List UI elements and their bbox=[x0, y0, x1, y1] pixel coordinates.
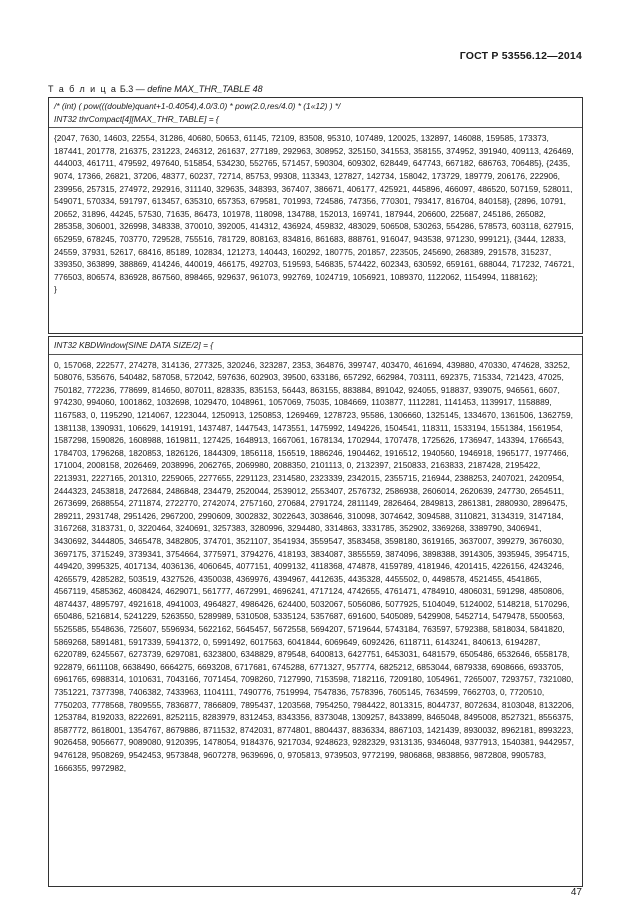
table-name: define MAX_THR_TABLE 48 bbox=[147, 84, 263, 94]
code-declaration-line: INT32 thrCompact[4][MAX_THR_TABLE] = { bbox=[54, 113, 219, 124]
table-label: Т а б л и ц а bbox=[48, 84, 118, 94]
code-closing-brace: } bbox=[54, 284, 57, 295]
code-table-body: 0, 157068, 222577, 274278, 314136, 277325, 320246, 323287, 2353, 364876, 399747, 403470, 461694, 439880, 470330, 474628, 33252, 508076, 535676, 540482, 587058, 572042, 597636, 602903, 39500, 633186, 657292, 662984, 703111, 692375, 715334, 721423, 47025, 750182, 772236, 778699, 814650, 807011, 828335, 835153, 56443, 863155, 883884, 891042, 924055, 918837, 939075, 946561, 6607, 974230, 994060, 1001862, 1032698, 1029470, 1048961, 1057069, 75035, 1084669, 1103877, 1112281, 1141453, 1139917, 1158889, 1167583, 0, 1195290, 1214067, 1223044, 1250913, 1250853, 1269469, 1278723, 95586, 1306660, 1325145, 1334670, 1361506, 1362759, 1381138, 1390931, 106629, 1419191, 1437487, 1447543, 1473551, 1475992, 1494226, 1504541, 118311, 1533194, 1551384, 1561954, 1587298, 1590826, 1608988, 1619811, 127425, 1648913, 1667061, 1678134, 1702944, 1707478, 1725626, 1736947, 143394, 1766543, 1784703, 1796268, 1820853, 1826126, 1844309, 1856118, 156519, 1886246, 1904462, 1916512, 1940560, 1946918, 1965177, 1977466, 171004, 2008158, 2026469, 2038996, 2062765, 2069980, 2088350, 2101113, 0, 2132397, 2150833, 2163833, 2187428, 2195422, 2213931, 2227165, 201310, 2259065, 2277655, 2291123, 2314580, 2323339, 2342015, 2355715, 216944, 2388253, 2407021, 2420954, 2444323, 2453818, 2472684, 2486848, 234479, 2520044, 2539012, 2553407, 2576732, 2586938, 2606014, 2620639, 247730, 2654511, 2673699, 2688554, 2711874, 2722770, 2742074, 2757160, 270684, 2791724, 2811149, 2826464, 2849813, 2861381, 2880930, 2896475, 289211, 2931748, 2951426, 2967200, 2990609, 3002832, 3022643, 3038646, 310098, 3074642, 3094588, 3110821, 3134319, 3147184, 3167268, 3183731, 0, 3220464, 3240691, 3257383, 3280996, 3294480, 3314863, 3331785, 352902, 3369268, 3389790, 3406941, 3430692, 3444805, 3465478, 3482805, 374701, 3521107, 3541934, 3559547, 3583458, 3598180, 3619165, 3637007, 399279, 3676030, 3697175, 3715249, 3739341, 3754664, 3775971, 3794276, 418193, 3834087, 3855559, 3874096, 3898388, 3914305, 3935945, 3954715, 449420, 3995325, 4017134, 4036136, 4060645, 4077151, 4099132, 4118368, 474878, 4159789, 4181946, 4201415, 4226156, 4243246, 4265579, 4285282, 503519, 4327526, 4350038, 4369976, 4394967, 4412635, 4435328, 4455502, 0, 4498578, 4521455, 4541865, 4567119, 4585362, 4608424, 4629071, 561777, 4672991, 4696241, 4717124, 4742655, 4761471, 4784910, 4806031, 591298, 4850806, 4874437, 4895797, 4921618, 4941003, 4964827, 4986426, 624400, 5032067, 5056086, 5077925, 5104049, 5124002, 5148218, 5170296, 650486, 5216814, 5241229, 5263550, 5289989, 5310508, 5335124, 5357687, 691600, 5405089, 5429908, 5452714, 5479478, 5500563, 5525585, 5548636, 725607, 5596934, 5622162, 5645457, 5672558, 5694207, 5719644, 5743184, 763597, 5792388, 5818034, 5841820, 5869268, 5891481, 5917339, 5941372, 0, 5991492, 6017563, 6041844, 6069649, 6092426, 6118711, 6143241, 840613, 6194287, 6220789, 6245567, 6273739, 6297081, 6323800, 6348829, 879548, 6400813, 6427751, 6453031, 6481579, 6505486, 6532646, 6558178, 922879, 6611108, 6638490, 6664275, 6693208, 6717681, 6745288, 6771327, 957774, 6825212, 6853044, 6879338, 6908666, 6933705, 6961765, 6988314, 1010631, 7043166, 7071454, 7098260, 7127990, 7153598, 7182116, 7209180, 1054961, 7265007, 7293757, 7321080, 7351221, 7377398, 7406382, 7433963, 1104111, 7490776, 7519994, 7547836, 7578396, 7605145, 7634599, 7662703, 0, 7720510, 7750203, 7778568, 7809555, 7836877, 7866809, 7895437, 1203568, 7954250, 7984422, 8013315, 8044737, 8072634, 8103048, 8132206, 1253784, 8192033, 8222691, 8252115, 8283979, 8312453, 8343356, 8373048, 1309257, 8433899, 8465048, 8495008, 8527321, 8556375, 8587772, 8618001, 1354767, 8679886, 8711532, 8742031, 8774801, 8804437, 8836334, 8867103, 1421439, 8930032, 8962181, 8993223, 9026458, 9056677, 9089080, 9120395, 1478054, 9184376, 9217034, 9248623, 9282329, 9313135, 9346048, 9377913, 1540381, 9442957, 9476128, 9508269, 9542453, 9573848, 9607278, 9639696, 0, 9705813, 9739503, 9772199, 9806868, 9838856, 9872808, 9905783, 1666355, 9972982, bbox=[54, 359, 574, 773]
document-standard-header: ГОСТ Р 53556.12—2014 bbox=[459, 50, 582, 62]
code-table-header bbox=[49, 339, 582, 355]
code-table-kbd-window bbox=[48, 336, 583, 887]
table-number: Б.3 — bbox=[119, 84, 145, 94]
code-table-thr-compact bbox=[48, 97, 583, 334]
code-comment-line: /* (int) ( pow(((double)quant+1-0.4054),4.0/3.0) * pow(2.0,res/4.0) * (1«12) ) */ bbox=[54, 101, 341, 111]
code-table-header bbox=[49, 100, 582, 128]
table-caption bbox=[48, 84, 263, 94]
code-declaration-line: INT32 KBDWindow[SINE DATA SIZE/2] = { bbox=[54, 340, 214, 350]
code-table-body: {2047, 7630, 14603, 22554, 31286, 40680, 50653, 61145, 72109, 83508, 95310, 107489, 120025, 132897, 146088, 159585, 173373, 187441, 201778, 216375, 231223, 246312, 261637, 277189, 292963, 308952, 325150, 341553, 358155, 374952, 391940, 409113, 426469, 444003, 461711, 479592, 497640, 515854, 534230, 552765, 571457, 590304, 609302, 628449, 647743, 667182, 686763, 706485}, {2435, 9074, 17366, 26821, 37206, 48377, 60237, 72714, 85753, 99308, 113343, 127827, 142734, 158042, 173729, 189779, 206176, 222906, 239956, 257315, 274972, 292916, 311140, 329635, 348393, 367407, 386671, 406177, 425921, 445896, 466097, 486520, 507159, 528011, 549071, 570334, 591797, 613457, 635310, 657353, 679581, 701993, 724586, 747356, 770301, 793417, 816704, 840158}, {2896, 10791, 20652, 31896, 44245, 57530, 71635, 86473, 101978, 118098, 134788, 152013, 169741, 187944, 206600, 225687, 245186, 265082, 285358, 306001, 326998, 348338, 370010, 392005, 414312, 436924, 459832, 483029, 506508, 530263, 554286, 578573, 603118, 627915, 652959, 678245, 703770, 729528, 755516, 781729, 808163, 834816, 861683, 888761, 916047, 943538, 971230, 999121}, {3444, 12833, 24559, 37931, 52617, 68416, 85189, 102834, 121273, 140443, 160292, 180775, 201857, 223505, 245690, 268389, 291578, 315237, 339350, 363899, 388869, 414246, 440019, 466175, 492703, 519593, 546835, 574422, 602343, 630592, 659161, 688044, 717232, 746721, 776503, 806574, 836928, 867560, 898465, 929637, 961073, 992769, 1024719, 1056921, 1089370, 1122062, 1154994, 1188162}; bbox=[54, 133, 575, 282]
page-number: 47 bbox=[570, 887, 582, 898]
